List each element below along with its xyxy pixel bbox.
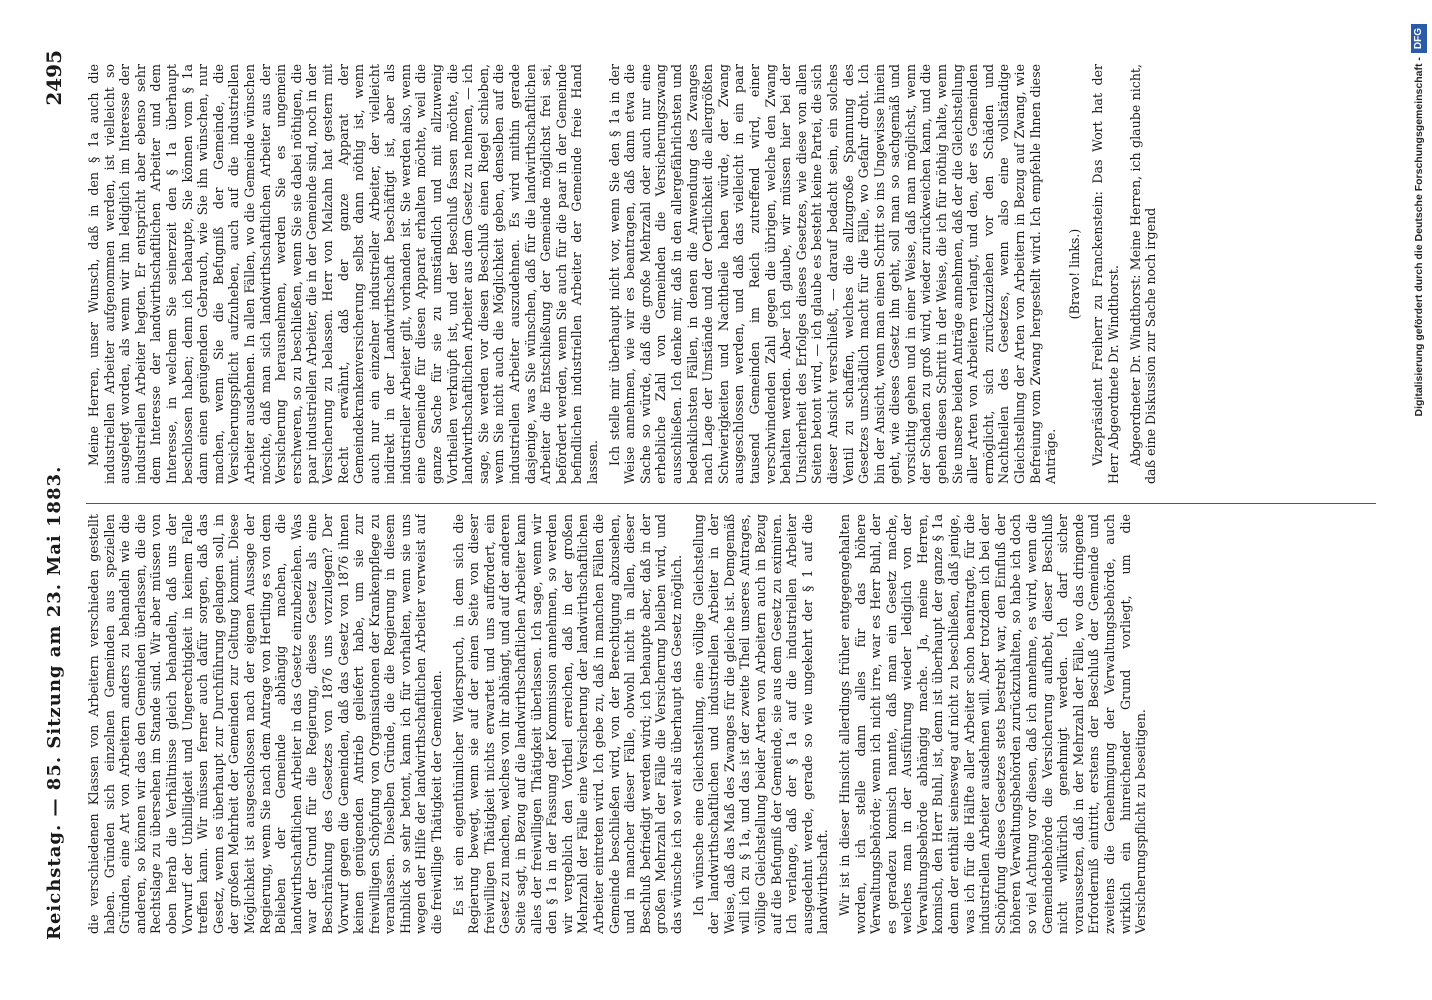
column-divider bbox=[86, 503, 1376, 504]
left-column bbox=[86, 514, 1386, 934]
applause-note: (Bravo! links.) bbox=[1066, 228, 1082, 320]
left-paragraph-1: die verschiedenen Klassen von Arbeitern verschieden gestellt haben. Gründen sich einzelnen Gemeinden aus speziellen Gründen, eine Art von Arbeitern anders zu behandeln wie die anderen, so können wir das den Gemeinden überlassen, die die Rechtslage zu übersehen im Stande sind. Wir aber müssen von oben herab die Verhältnisse gleich behandeln, daß uns der Vorwurf der Unbilligkeit und Ungerechtigkeit in keinem Falle treffen kann. Wir müssen ferner auch dafür sorgen, daß das Gesetz, wenn es überhaupt zur Durchführung gelangen soll, in der großen Mehrheit der Gemeinden zur Geltung kommt. Diese Möglichkeit ist ausgeschlossen nach der eigenen Aussage der Regierung, wenn Sie nach dem Antrage von Hertling es von dem Belieben der Gemeinde abhängig machen, die landwirthschaftlichen Arbeiter in das Gesetz einzubeziehen. Was war der Grund für die Regierung, dieses Gesetz als eine Beschränkung des Gesetzes von 1876 uns vorzulegen? Der Vorwurf gegen die Gemeinden, daß das Gesetz von 1876 ihnen keinen genügenden Antrieb geliefert habe, um sie zur freiwilligen Schöpfung von Organisationen der Krankenpflege zu veranlassen. Dieselben Gründe, die die Regierung in diesem Hinblick so sehr betont, kann ich für vorhalten, wenn sie uns wegen der Hilfe der landwirthschaftlichen Arbeiter verweist auf die freiwillige Thätigkeit der Gemeinden. bbox=[86, 514, 445, 934]
digitization-credit bbox=[1408, 24, 1430, 984]
credit-text: Digitalisierung gefördert durch die Deutsche Forschungsgemeinschaft - bbox=[1413, 57, 1425, 417]
speaker-intro: Abgeordneter Dr. Windthorst: Meine Herren, ich glaube nicht, daß eine Diskussion zur Sache noch irgend bbox=[1127, 64, 1159, 484]
vice-president-line: Vizepräsident Freiherr zu Franckenstein: Das Wort hat der Herr Abgeordnete Dr. Windthorst. bbox=[1090, 64, 1121, 484]
right-paragraph-2: Ich stelle mir überhaupt nicht vor, wenn Sie den § 1a in der Weise annehmen, wie wir es beantragen, daß dann etwa die Sache so würde, daß die große Mehrzahl oder auch nur eine erhebliche Zahl von Gemeinden die Versicherungszwang ausschließen. Ich denke mir, daß in den allergefährlichsten und bedenklichsten Fällen, in denen die Anwendung des Zwanges nach Lage der Umstände und der Oertlichkeit die allergrößten Schwierigkeiten und Nachtheile haben würde, der Zwang ausgeschlossen werden, und daß das vielleicht in ein paar tausend Gemeinden im Reich zutreffend wird, einer verschwindenden Zahl gegen die übrigen, welche den Zwang behalten werden. Aber ich glaube, wir müssen hier bei der Unsicherheit des Erfolges dieses Gesetzes, wie diese von allen Seiten betont wird, — ich glaube es besteht keine Partei, die sich dieser Ansicht verschließt, — darauf bedacht sein, ein solches Ventil zu schaffen, welches die allzugroße Spannung des Gesetzes unschädlich macht für die Fälle, wo Gefahr droht. Ich bin der Ansicht, wenn man einen Schritt so ins Ungewisse hinein geht, wie dieses Gesetz ihn geht, soll man so sachgemäß und vorsichtig gehen und in einer Weise, daß man möglichst, wenn der Schaden zu groß wird, wieder zurückweichen kann, und die gehen diesen Schritt in der Weise, die ich für nöthig halte, wenn Sie unsere beiden Anträge annehmen, daß der die Gleichstellung aller Arten von Arbeitern verlangt, und den, der es Gemeinden ermöglicht, sich zurückzuziehen vor den Schäden und Nachtheilen des Gesetzes, wenn also eine vollständige Gleichstellung der Arten von Arbeitern in Bezug auf Zwang, wie Befreiung vom Zwang hergestellt wird. Ich empfehle Ihnen diese Anträge. bbox=[606, 64, 1059, 484]
right-column bbox=[86, 64, 1386, 484]
left-paragraph-3: Ich wünsche eine Gleichstellung, eine völlige Gleichstellung der landwirthschaftlichen und industriellen Arbeiter in der Weise, daß das Maß des Zwanges für die gleiche ist. Demgemäß will ich zu § 1a, und das ist der zweite Theil unseres Antrages, völlige Gleichstellung beider Arten von Arbeitern auch in Bezug auf die Befugniß der Gemeinde, sie aus dem Gesetz zu eximiren. Ich verlange, daß der § 1a auf die industriellen Arbeiter ausgedehnt werde, gerade so wie ungekehrt der § 1 auf die landwirthschaft. bbox=[690, 514, 831, 934]
left-paragraph-4: Wir ist in dieser Hinsicht allerdings früher entgegengehalten worden, ich stelle dann alles für das höhere Verwaltungsbehörde; wenn ich nicht irre, war es Herr Buhl, der es geradezu komisch nannte, daß man ein Gesetz mache, welches man in der Ausführung wieder lediglich von der Verwaltungsbehörde abhängig mache. Ja, meine Herren, komisch, den Herr Buhl, ist, denn ist überhaupt der ganze § 1a denn der enthält seinesweg auf nicht zu beschließen, daß jenige, was ich für die Hälfte aller Arbeiter schon beantragte, für die industriellen Arbeiter ausdehnen will. Aber trotzdem ich bei der Schöpfung dieses Gesetzes stets bestrebt war, den Einfluß der höheren Verwaltungsbehörden zurückzuhalten, so habe ich doch so viel Achtung vor diesen, daß ich annehme, es wird, wenn die Gemeindebehörde die Versicherung aufhebt, dieser Beschluß nicht willkürlich genehmigt werden. Ich darf sicher voraussetzen, daß in der Mehrzahl der Fälle, wo das dringende Erforderniß eintritt, erstens der Beschluß der Gemeinde und zweitens die Genehmigung der Verwaltungsbehörde, auch wirklich ein hinreichender Grund vorliegt, um die Versicherungspflicht zu beseitigen. bbox=[836, 514, 1149, 934]
left-paragraph-2: Es ist ein eigenthümlicher Widerspruch, in dem sich die Regierung bewegt, wenn sie auf der einen Seite von dieser freiwilligen Thätigkeit nichts erwartet und uns auffordert, ein Gesetz zu machen, welches von ihr abhängt, und auf der anderen Seite sagt, in Bezug auf die landwirthschaftlichen Arbeiter kann alles der freiwilligen Thätigkeit überlassen. Ich sage, wenn wir den § 1a in der Fassung der Kommission annehmen, so werden wir vergeblich den Vortheil erreichen, daß in der großen Mehrzahl der Fälle eine Versicherung der landwirthschaftlichen Arbeiter eintreten wird. Ich gebe zu, daß in manchen Fällen die Gemeinde beschließen wird, von der Berechtigung abzusehen, und in mancher dieser Fälle, obwohl nicht in allen, dieser Beschluß befriedigt werden wird; ich behaupte aber, daß in der großen Mehrzahl der Fälle die Versicherung bleiben wird, und das wünsche ich so weit als überhaupt das Gesetz möglich. bbox=[450, 514, 684, 934]
right-paragraph-1: Meine Herren, unser Wunsch, daß in den § 1a auch die industriellen Arbeiter aufgenommen werden, ist vielleicht so ausgelegt worden, als wenn wir ihn lediglich im Interesse der industriellen Arbeiter hegten. Er entspricht aber ebenso sehr dem Interesse der landwirthschaftlichen Arbeiter und dem Interesse, in welchem Sie seinerzeit den § 1a überhaupt beschlossen haben; denn ich behaupte, Sie können vom § 1a dann einen genügenden Gebrauch, wie Sie ihn wünschen, nur machen, wenn Sie die Befugniß der Gemeinde, die Versicherungspflicht aufzuheben, auch auf die industriellen Arbeiter ausdehnen. In allen Fällen, wo die Gemeinde wünschen möchte, daß man sich landwirthschaftlichen Arbeiter aus der Versicherung herausnehmen, werden Sie es ungemein erschweren, so zu beschließen, wenn Sie sie dabei nöthigen, die paar industriellen Arbeiter, die in der Gemeinde sind, noch in der Versicherung zu belassen. Herr von Malzahn hat gestern mit Recht erwähnt, daß der ganze Apparat der Gemeindekrankenversicherung selbst dann nöthig ist, wenn auch nur ein einzelner industrieller Arbeiter, der vielleicht indirekt in der Landwirthschaft beschäftigt ist, aber als industrieller Arbeiter gilt, vorhanden ist. Sie werden also, wenn eine Gemeinde für diesen Apparat erhalten möchte, weil die ganze Sache für sie zu umständlich und mit allzuwenig Vortheilen verknüpft ist, und der Beschluß fassen möchte, die landwirthschaftlichen Arbeiter aus dem Gesetz zu nehmen, — ich sage, Sie werden vor diesen Beschluß einen Riegel schieben, wenn Sie nicht auch die Möglichkeit geben, denselben auf die industriellen Arbeiter auszudehnen. Es wird mithin gerade dasjenige, was Sie wünschen, daß für die landwirthschaftlichen Arbeiter die Entschließung der Gemeinde möglichst frei sei, befördert werden, wenn Sie auch für die paar in der Gemeinde befindlichen industriellen Arbeiter der Gemeinde freie Hand lassen. bbox=[86, 64, 600, 484]
credit-line bbox=[1408, 24, 1430, 984]
page-number: 2495 bbox=[42, 50, 66, 106]
running-header: Reichstag. — 85. Sitzung am 23. Mai 1883. bbox=[44, 465, 65, 940]
dfg-logo: DFG bbox=[1411, 24, 1427, 53]
